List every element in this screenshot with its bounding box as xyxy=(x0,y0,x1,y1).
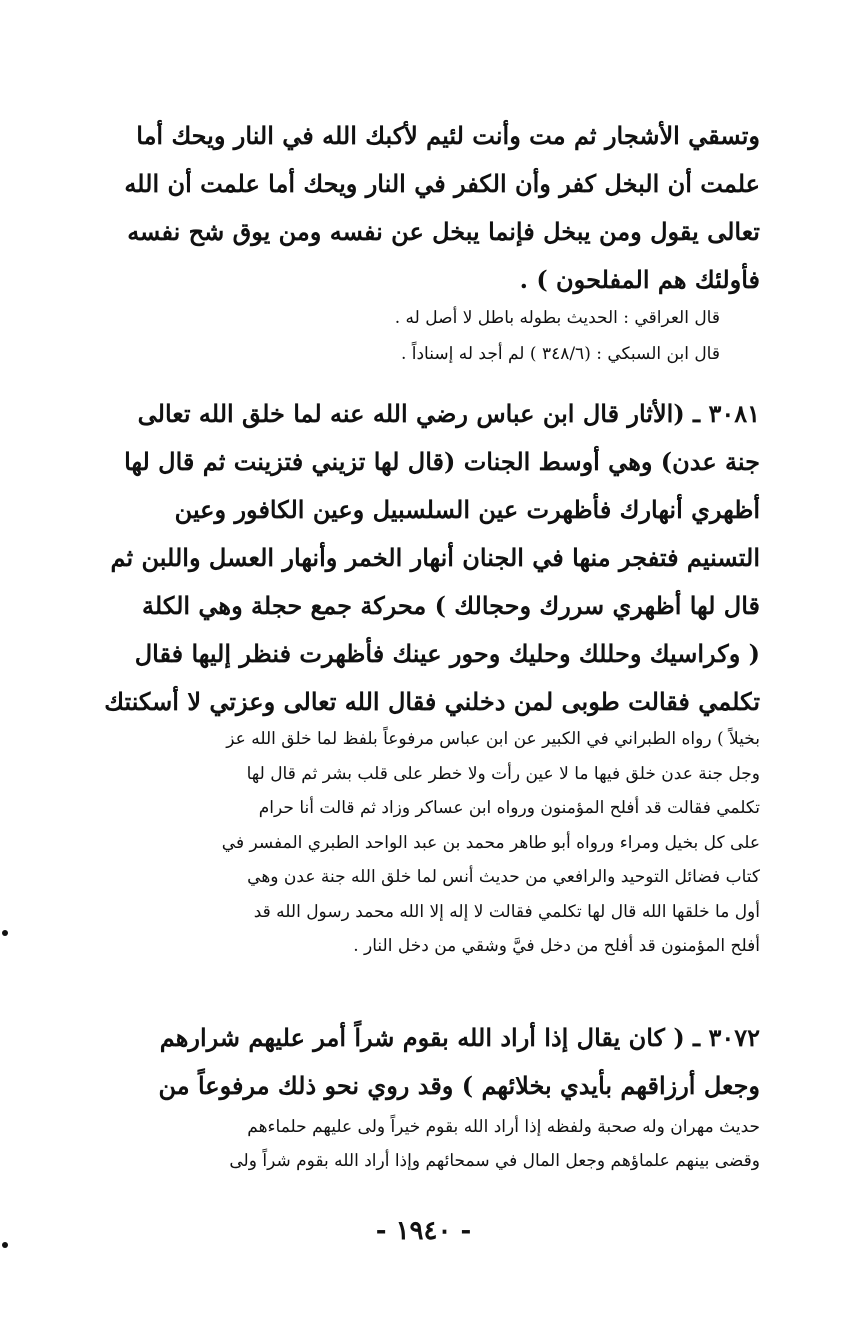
text-line: وجعل أرزاقهم بأيدي بخلائهم ) وقد روي نحو ذلك مرفوعاً من xyxy=(158,1071,760,1100)
margin-dot xyxy=(2,930,8,936)
note-line: قال العراقي : الحديث بطوله باطل لا أصل له . xyxy=(394,308,720,328)
notes-block xyxy=(100,300,780,372)
text-line: ٣٠٨١ ـ (الأثار قال ابن عباس رضي الله عنه لما خلق الله تعالى xyxy=(137,399,760,428)
text-line: علمت أن البخل كفر وأن الكفر في النار ويحك أما علمت أن الله xyxy=(124,169,760,198)
text-line: كتاب فضائل التوحيد والرافعي من حديث أنس لما خلق الله جنة عدن وهي xyxy=(247,867,760,887)
text-line: أظهري أنهارك فأظهرت عين السلسبيل وعين الكافور وعين xyxy=(174,495,760,524)
text-line: قال لها أظهري سررك وحجالك ) محركة جمع حجلة وهي الكلة xyxy=(142,591,760,620)
text-line: وجل جنة عدن خلق فيها ما لا عين رأت ولا خطر على قلب بشر ثم قال لها xyxy=(246,763,760,784)
text-line: على كل بخيل ومراء ورواه أبو طاهر محمد بن عبد الواحد الطبري المفسر في xyxy=(221,832,760,853)
text-line: التسنيم فتفجر منها في الجنان أنهار الخمر وأنهار العسل واللبن ثم xyxy=(110,543,760,572)
text-line: وتسقي الأشجار ثم مت وأنت لئيم لأكبك الله في النار ويحك أما xyxy=(136,121,760,150)
text-line: أول ما خلقها الله قال لها تكلمي فقالت لا إله إلا الله محمد رسول الله قد xyxy=(253,901,760,922)
text-line: تكلمي فقالت طوبى لمن دخلني فقال الله تعالى وعزتي لا أسكنتك xyxy=(104,687,760,716)
text-line: فأولئك هم المفلحون ) . xyxy=(519,265,760,294)
paragraph-1 xyxy=(100,112,760,304)
text-line: بخيلاً ) رواه الطبراني في الكبير عن ابن عباس مرفوعاً بلفظ لما خلق الله عز xyxy=(226,729,760,749)
note-line: قال ابن السبكي : (٣٤٨/٦ ) لم أجد له إسناداً . xyxy=(400,344,720,364)
page-number: - ١٩٤٠ - xyxy=(375,1216,472,1246)
text-line: جنة عدن) وهي أوسط الجنات (قال لها تزيني فتزينت ثم قال لها xyxy=(124,447,760,476)
paragraph-2-bold xyxy=(100,390,760,726)
paragraph-2-commentary xyxy=(100,722,760,964)
paragraph-3-bold xyxy=(100,1014,760,1110)
text-line: تعالى يقول ومن يبخل فإنما يبخل عن نفسه ومن يوق شح نفسه xyxy=(127,217,760,246)
margin-dot xyxy=(2,1242,8,1248)
text-line: تكلمي فقالت قد أفلح المؤمنون ورواه ابن عساكر وزاد ثم قالت أنا حرام xyxy=(258,798,760,818)
text-line: حديث مهران وله صحبة ولفظه إذا أراد الله بقوم خيراً ولى عليهم حلماءهم xyxy=(247,1117,760,1137)
text-line: ( وكراسيك وحللك وحليك وحور عينك فأظهرت فنظر إليها فقال xyxy=(134,639,760,668)
text-line: وقضى بينهم علماؤهم وجعل المال في سمحائهم وإذا أراد الله بقوم شراً ولى xyxy=(229,1151,760,1171)
paragraph-3-commentary xyxy=(100,1110,760,1178)
text-line: أفلح المؤمنون قد أفلح من دخل فيَّ وشقي من دخل النار . xyxy=(353,936,760,956)
text-line: ٣٠٧٢ ـ ( كان يقال إذا أراد الله بقوم شراً أمر عليهم شرارهم xyxy=(159,1023,760,1052)
